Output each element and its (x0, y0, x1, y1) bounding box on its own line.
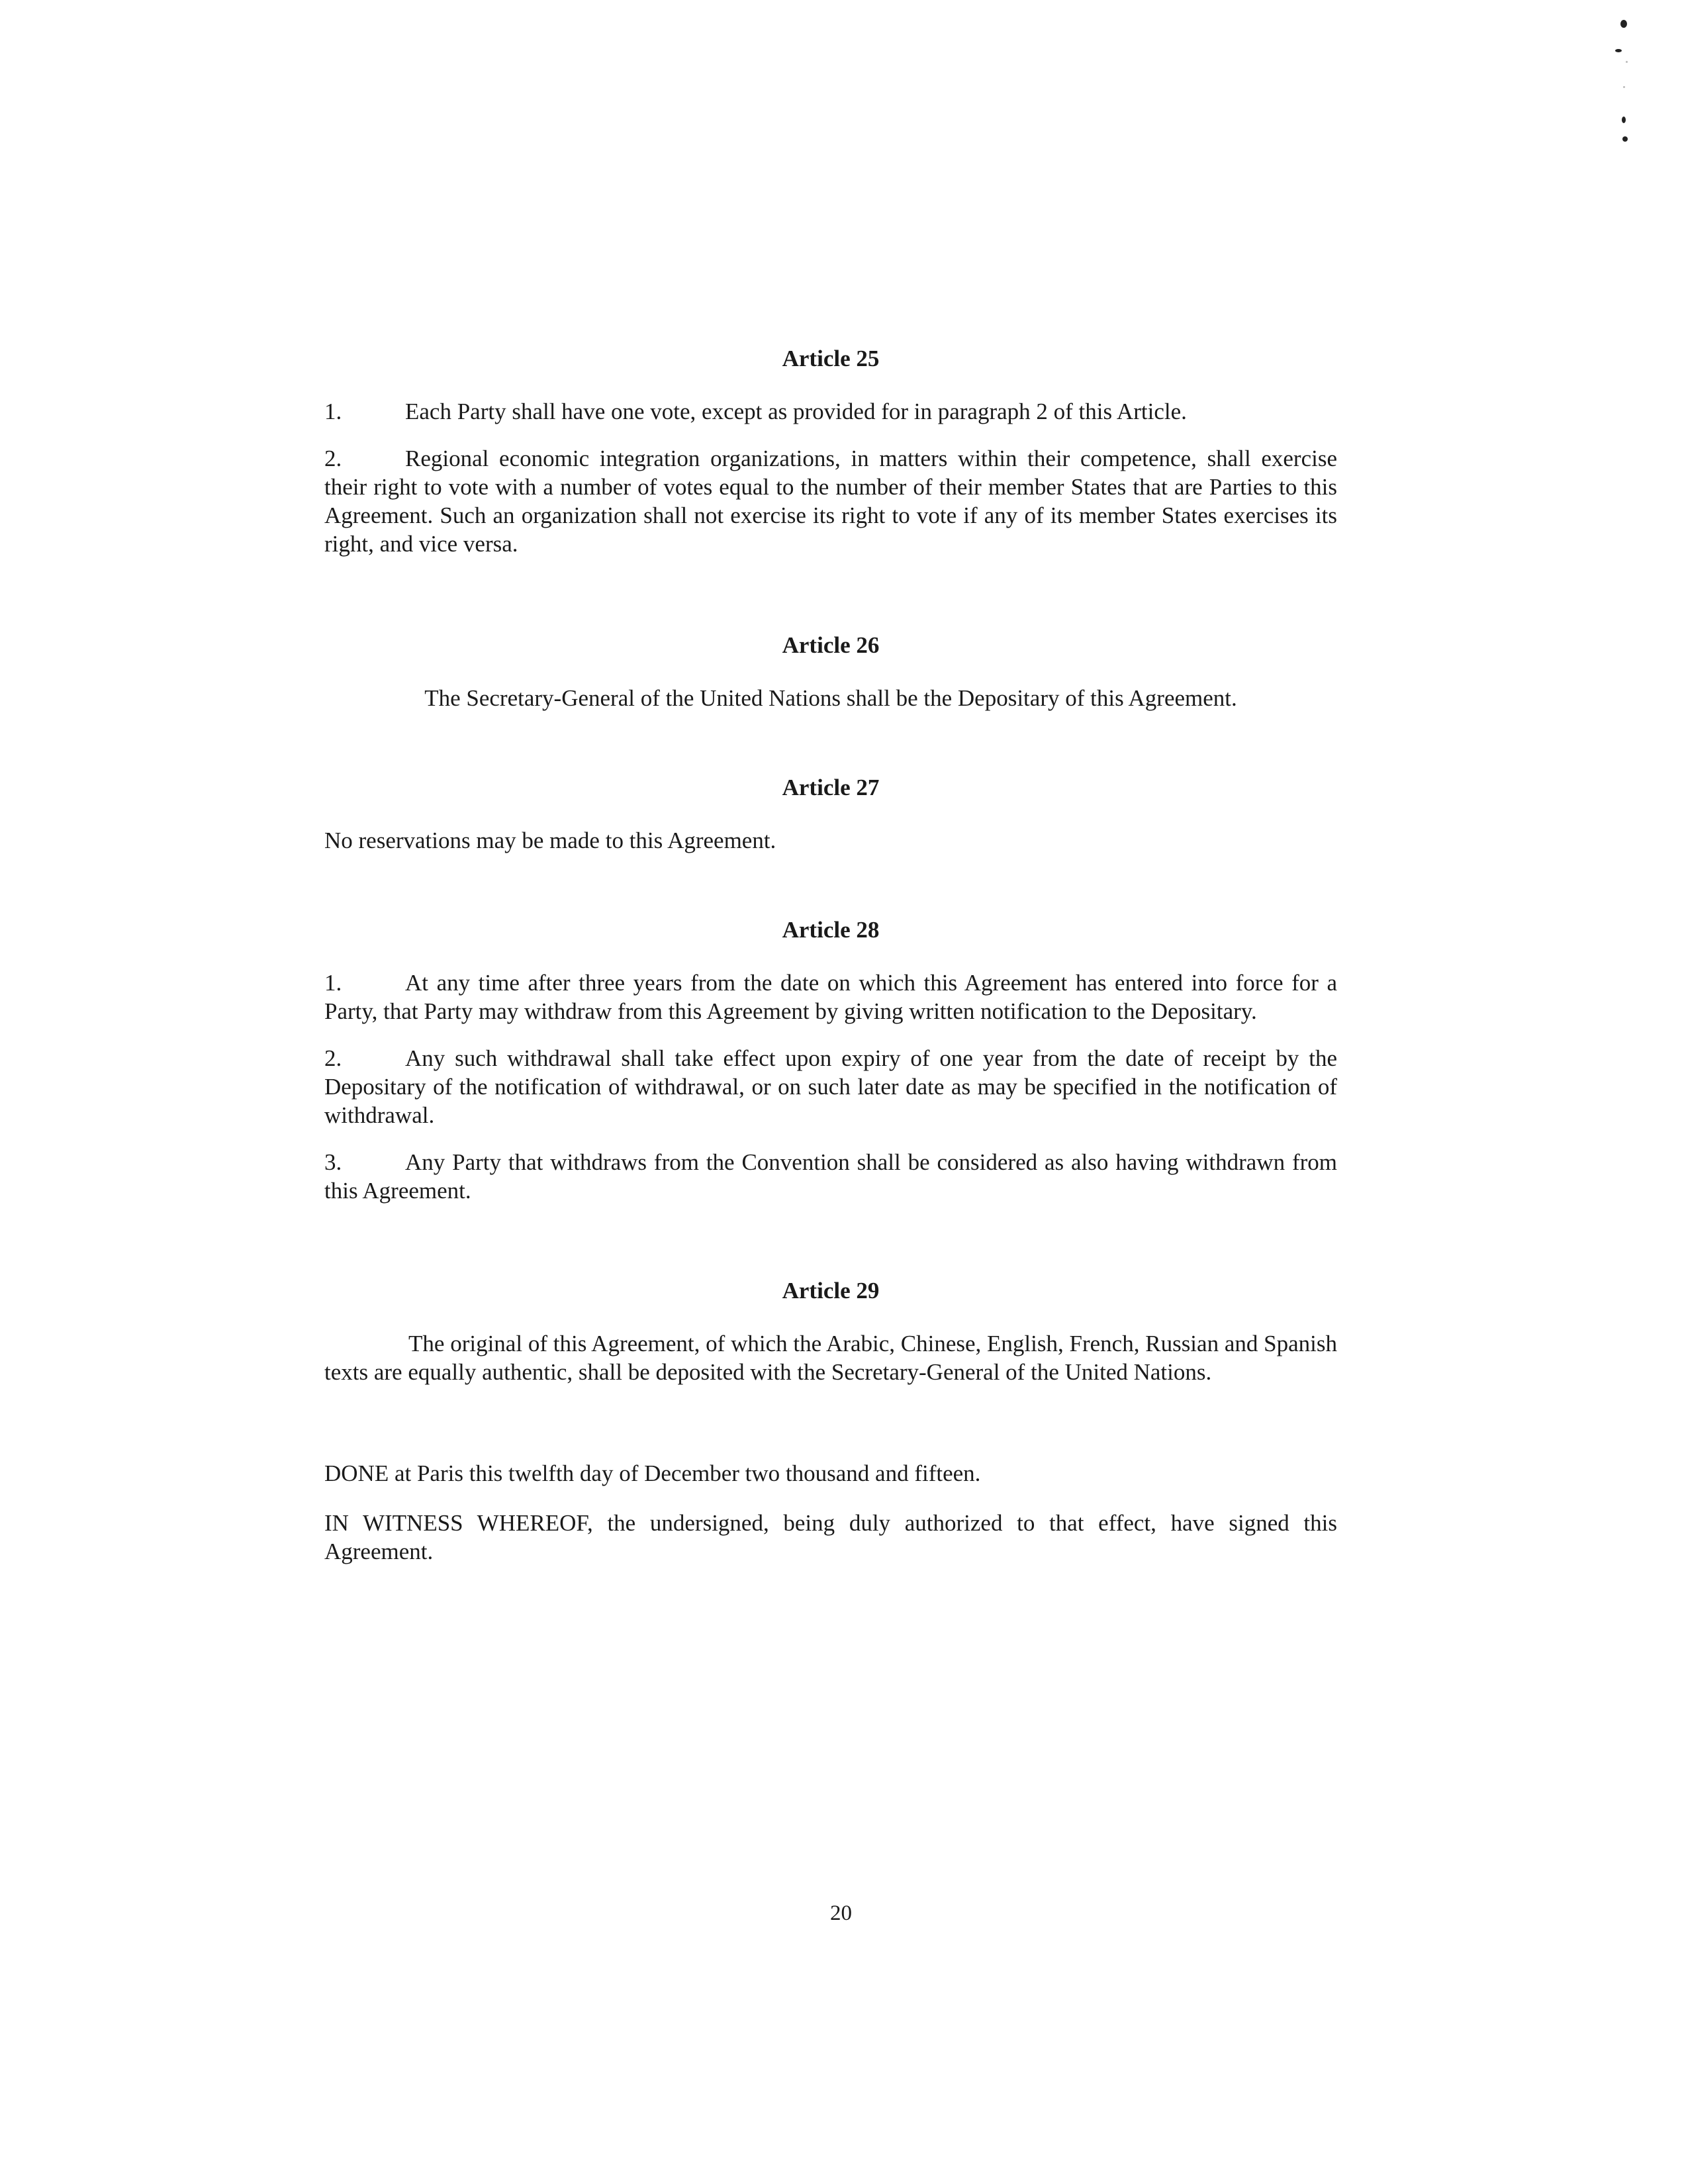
article-paragraph (324, 1148, 1337, 1205)
done-statement: DONE at Paris this twelfth day of December two thousand and fifteen. (324, 1460, 981, 1486)
paragraph-text: Any such withdrawal shall take effect upon expiry of one year from the date of receipt by the Depositary of the notification of withdrawal, or on such later date as may be specified in the notification of withdrawal. (324, 1045, 1337, 1128)
article-heading: Article 28 (782, 917, 880, 943)
scan-mark (1615, 49, 1622, 52)
paragraph-number: 1. (324, 399, 342, 424)
article-26 (324, 631, 1337, 712)
article-paragraph: No reservations may be made to this Agreement. (324, 828, 776, 853)
article-paragraph (324, 969, 1337, 1025)
paragraph-number: 1. (324, 970, 342, 996)
article-paragraph (324, 397, 1337, 426)
page-number: 20 (830, 1901, 852, 1925)
article-27 (324, 773, 1337, 855)
scan-speck (1623, 86, 1625, 88)
article-heading: Article 29 (782, 1278, 880, 1304)
paragraph-text: At any time after three years from the date on which this Agreement has entered into force for a Party, that Party may withdraw from this Agreement by giving written notification to the Depositary. (324, 970, 1337, 1024)
article-heading: Article 26 (782, 632, 880, 658)
scan-mark (1622, 136, 1628, 142)
article-25 (324, 344, 1337, 558)
article-heading: Article 25 (782, 346, 880, 371)
article-heading: Article 27 (782, 775, 880, 800)
article-29 (324, 1276, 1337, 1386)
scan-speck (1626, 61, 1628, 63)
article-paragraph (324, 444, 1337, 558)
article-paragraph: The Secretary-General of the United Nations shall be the Depositary of this Agreement. (424, 685, 1237, 711)
paragraph-number: 2. (324, 1045, 342, 1071)
paragraph-number: 3. (324, 1149, 342, 1175)
scan-mark (1620, 20, 1627, 28)
scan-mark (1622, 117, 1626, 123)
closing-section (324, 1459, 1337, 1566)
paragraph-text: Regional economic integration organizations, in matters within their competence, shall exercise their right to vote with a number of votes equal to the number of their member States that are Parties to this Agreement. Such an organization shall not exercise its right to vote if any of its member States exercises its right, and vice versa. (324, 446, 1337, 557)
document-body (324, 344, 1337, 1587)
witness-statement: IN WITNESS WHEREOF, the undersigned, being duly authorized to that effect, have signed this Agreement. (324, 1510, 1337, 1564)
article-paragraph (324, 1044, 1337, 1129)
paragraph-text: Any Party that withdraws from the Convention shall be considered as also having withdrawn from this Agreement. (324, 1149, 1337, 1204)
paragraph-number: 2. (324, 446, 342, 471)
article-28 (324, 916, 1337, 1205)
article-paragraph: The original of this Agreement, of which the Arabic, Chinese, English, French, Russian and Spanish texts are equally authentic, shall be deposited with the Secretary-General of the United Nations. (324, 1331, 1337, 1385)
paragraph-text: Each Party shall have one vote, except as provided for in paragraph 2 of this Article. (405, 399, 1187, 424)
